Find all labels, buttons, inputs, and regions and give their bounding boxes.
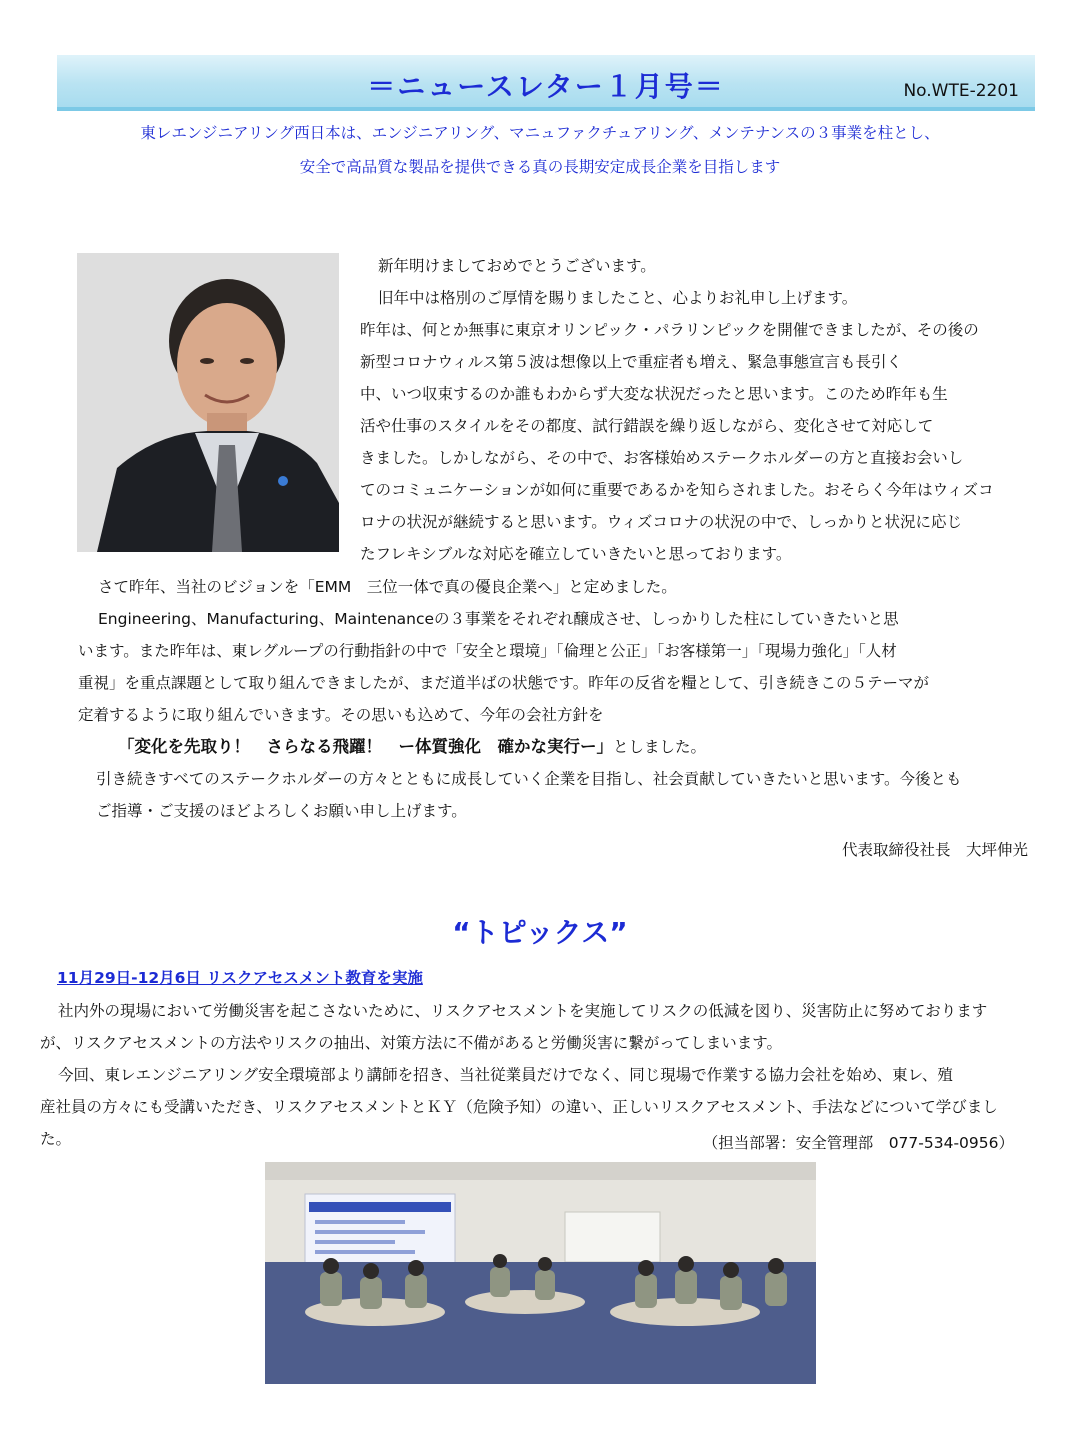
message-line: 昨年は、何とか無事に東京オリンピック・パラリンピックを開催できましたが、その後の (360, 321, 979, 339)
topic-line: 社内外の現場において労働災害を起こさないために、リスクアセスメントを実施してリスクの低減を図り、災害防止に努めております (58, 1002, 988, 1020)
message-line: 定着するように取り組んでいきます。その思いも込めて、今年の会社方針を (78, 706, 604, 724)
newsletter-title: ＝ニュースレター１月号＝ (367, 70, 725, 103)
issue-number: No.WTE-2201 (903, 81, 1019, 101)
topic-line: が、リスクアセスメントの方法やリスクの抽出、対策方法に不備があると労働災害に繋がってしまいます。 (40, 1034, 782, 1052)
intro-line-2: 安全で高品質な製品を提供できる真の長期安定成長企業を目指します (299, 158, 781, 176)
message-line: 旧年中は格別のご厚情を賜りましたこと、心よりお礼申し上げます。 (378, 289, 858, 307)
message-line: います。また昨年は、東レグループの行動指針の中で「安全と環境」「倫理と公正」「お客様第一」「現場力強化」「人材 (78, 642, 897, 660)
header-banner (57, 55, 1035, 111)
message-line: ご指導・ご支援のほどよろしくお願い申し上げます。 (96, 802, 467, 820)
message-line: 中、いつ収束するのか誰もわからず大変な状況だったと思います。このため昨年も生 (360, 385, 948, 403)
president-portrait-illustration (77, 253, 339, 552)
company-policy-text: 「変化を先取り！ さらなる飛躍！ ー体質強化 確かな実行ー」 (118, 737, 613, 756)
signature: 代表取締役社長 大坪伸光 (841, 841, 1028, 859)
message-line: さて昨年、当社のビジョンを「EMM 三位一体で真の優良企業へ」と定めました。 (98, 578, 677, 596)
new-year-message-lower (78, 571, 1038, 827)
seminar-photo-illustration (265, 1162, 816, 1384)
president-portrait (77, 253, 339, 552)
message-line: Engineering、Manufacturing、Maintenanceの３事業をそれぞれ醸成させ、しっかりした柱にしていきたいと思 (98, 610, 899, 628)
topic-line: 産社員の方々にも受講いただき、リスクアセスメントとＫＹ（危険予知）の違い、正しいリスクアセスメント、手法などについて学びまし (40, 1098, 998, 1116)
topics-title: “トピックス” (452, 916, 628, 949)
company-policy (78, 731, 1038, 763)
message-line: きました。しかしながら、その中で、お客様始めステークホルダーの方と直接お会いし (360, 449, 964, 467)
message-line: 新型コロナウィルス第５波は想像以上で重症者も増え、緊急事態宣言も長引く (360, 353, 903, 371)
contact-info: （担当部署：安全管理部 077-534-0956） (702, 1134, 1014, 1152)
message-line: 引き続きすべてのステークホルダーの方々とともに成長していく企業を目指し、社会貢献していきたいと思います。今後とも (96, 770, 962, 788)
message-line: 重視」を重点課題として取り組んできましたが、まだ道半ばの状態です。昨年の反省を糧として、引き続きこの５テーマが (78, 674, 929, 692)
message-line: 新年明けましておめでとうございます。 (378, 257, 656, 275)
seminar-photo (265, 1162, 816, 1384)
topic-heading: 11月29日-12月6日 リスクアセスメント教育を実施 (57, 969, 423, 987)
message-line: ロナの状況が継続すると思います。ウィズコロナの状況の中で、しっかりと状況に応じ (360, 513, 963, 531)
intro-line-1: 東レエンジニアリング西日本は、エンジニアリング、マニュファクチュアリング、メンテナンスの３事業を柱とし、 (140, 124, 940, 142)
new-year-message-upper (360, 250, 1020, 570)
message-line: たフレキシブルな対応を確立していきたいと思っております。 (360, 545, 792, 563)
company-policy-tail: としました。 (613, 738, 707, 756)
message-line: 活や仕事のスタイルをその都度、試行錯誤を繰り返しながら、変化させて対応して (360, 417, 934, 435)
message-line: てのコミュニケーションが如何に重要であるかを知らされました。おそらく今年はウィズコ (360, 481, 994, 499)
topic-line: 今回、東レエンジニアリング安全環境部より講師を招き、当社従業員だけでなく、同じ現場で作業する協力会社を始め、東レ、殖 (58, 1066, 953, 1084)
topic-line: た。 (40, 1130, 72, 1148)
